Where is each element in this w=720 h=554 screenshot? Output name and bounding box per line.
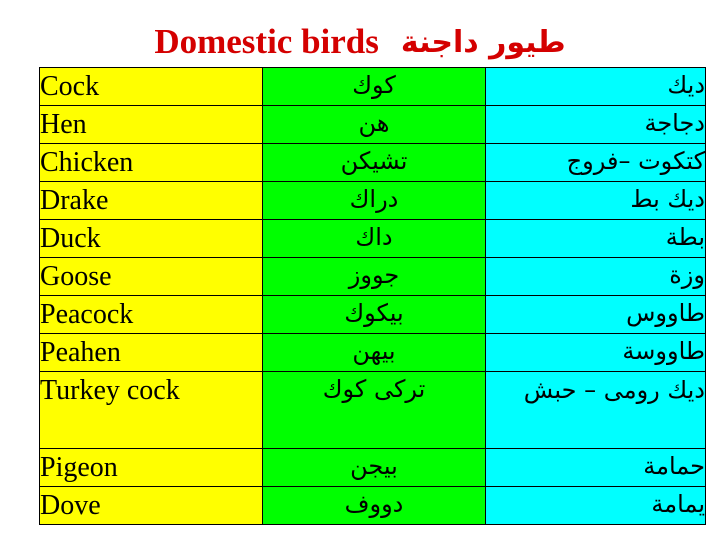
table-row xyxy=(40,258,706,296)
english-cell: Dove xyxy=(40,487,263,525)
page-title xyxy=(0,20,720,64)
arabic-cell: دجاجة xyxy=(486,106,706,144)
table-row xyxy=(40,296,706,334)
footer-decoration: ▔▔▔▔▔ xyxy=(340,538,394,546)
english-cell: Peacock xyxy=(40,296,263,334)
table-row xyxy=(40,68,706,106)
transliteration-cell: دووف xyxy=(263,487,486,525)
title-arabic: طيور داجنة xyxy=(400,24,566,60)
arabic-cell: يمامة xyxy=(486,487,706,525)
arabic-cell: ديك رومى – حبش xyxy=(486,372,706,449)
english-cell: Cock xyxy=(40,68,263,106)
english-cell: Goose xyxy=(40,258,263,296)
transliteration-cell: دراك xyxy=(263,182,486,220)
english-cell: Turkey cock xyxy=(40,372,263,449)
table-row xyxy=(40,372,706,449)
english-cell: Pigeon xyxy=(40,449,263,487)
arabic-cell: ديك بط xyxy=(486,182,706,220)
table-row xyxy=(40,487,706,525)
table-row xyxy=(40,220,706,258)
table-body xyxy=(40,68,706,525)
transliteration-cell: كوك xyxy=(263,68,486,106)
transliteration-cell: جووز xyxy=(263,258,486,296)
transliteration-cell: بيجن xyxy=(263,449,486,487)
transliteration-cell: تشيكن xyxy=(263,144,486,182)
table-row xyxy=(40,106,706,144)
arabic-cell: حمامة xyxy=(486,449,706,487)
arabic-cell: بطة xyxy=(486,220,706,258)
table-row xyxy=(40,449,706,487)
transliteration-cell: بيهن xyxy=(263,334,486,372)
arabic-cell: طاووسة xyxy=(486,334,706,372)
title-english: Domestic birds xyxy=(154,22,379,61)
birds-vocabulary-table xyxy=(39,67,706,525)
table-row xyxy=(40,144,706,182)
english-cell: Peahen xyxy=(40,334,263,372)
english-cell: Duck xyxy=(40,220,263,258)
table-row xyxy=(40,334,706,372)
arabic-cell: وزة xyxy=(486,258,706,296)
english-cell: Hen xyxy=(40,106,263,144)
table-row xyxy=(40,182,706,220)
arabic-cell: ديك xyxy=(486,68,706,106)
transliteration-cell: بيكوك xyxy=(263,296,486,334)
arabic-cell: طاووس xyxy=(486,296,706,334)
transliteration-cell: تركى كوك xyxy=(263,372,486,449)
arabic-cell: كتكوت –فروج xyxy=(486,144,706,182)
english-cell: Drake xyxy=(40,182,263,220)
transliteration-cell: داك xyxy=(263,220,486,258)
transliteration-cell: هن xyxy=(263,106,486,144)
english-cell: Chicken xyxy=(40,144,263,182)
